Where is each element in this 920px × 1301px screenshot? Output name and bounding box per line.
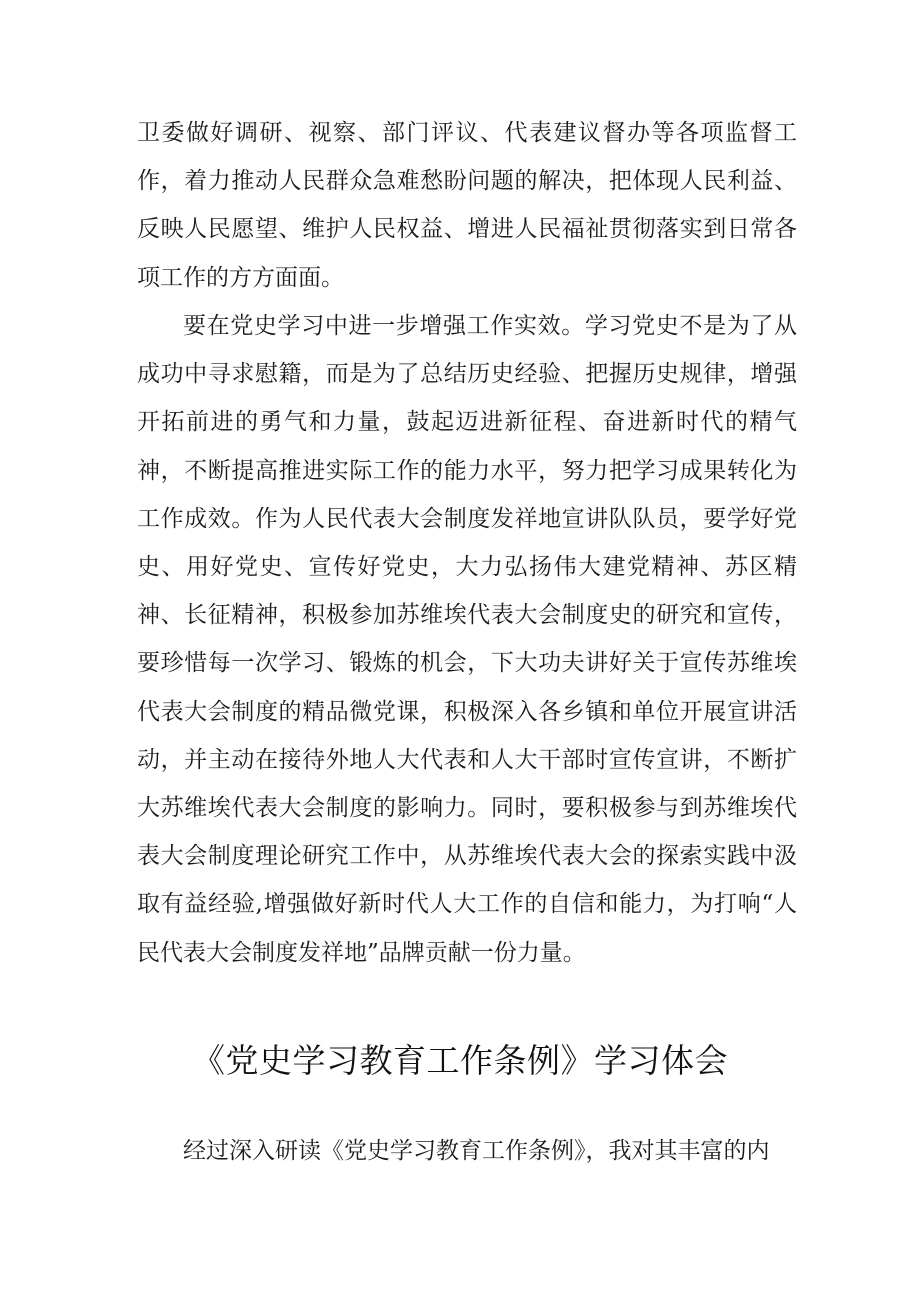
section-opening-paragraph: 经过深入研读《党史学习教育工作条例》，我对其丰富的内 [183,1138,770,1164]
body-paragraph-work-effectiveness: 要在党史学习中进一步增强工作实效。学习党史不是为了从成功中寻求慰籍，而是为了总结历史经验、把握历史规律，增强开拓前进的勇气和力量，鼓起迈进新征程、奋进新时代的精气神，不断提高推进实际工作的能力水平，努力把学习成果转化为工作成效。作为人民代表大会制度发祥地宣讲队队员，要学好党史、用好党史、宣传好党史，大力弘扬伟大建党精神、苏区精神、长征精神，积极参加苏维埃代表大会制度史的研究和宣传，要珍惜每一次学习、锻炼的机会，下大功夫讲好关于宣传苏维埃代表大会制度的精品微党课，积极深入各乡镇和单位开展宣讲活动，并主动在接待外地人大代表和人大干部时宣传宣讲，不断扩大苏维埃代表大会制度的影响力。同时，要积极参与到苏维埃代表大会制度理论研究工作中，从苏维埃代表大会的探索实践中汲取有益经验,增强做好新时代人大工作的自信和能力，为打响“人民代表大会制度发祥地”品牌贡献一份力量。 [137,313,797,966]
section-title: 《党史学习教育工作条例》学习体会 [192,1041,728,1080]
body-paragraph-continued: 卫委做好调研、视察、部门评议、代表建议督办等各项监督工作，着力推动人民群众急难愁盼问题的解决，把体现人民利益、反映人民愿望、维护人民权益、增进人民福祉贯彻落实到日常各项工作的方方面面。 [137,120,797,291]
